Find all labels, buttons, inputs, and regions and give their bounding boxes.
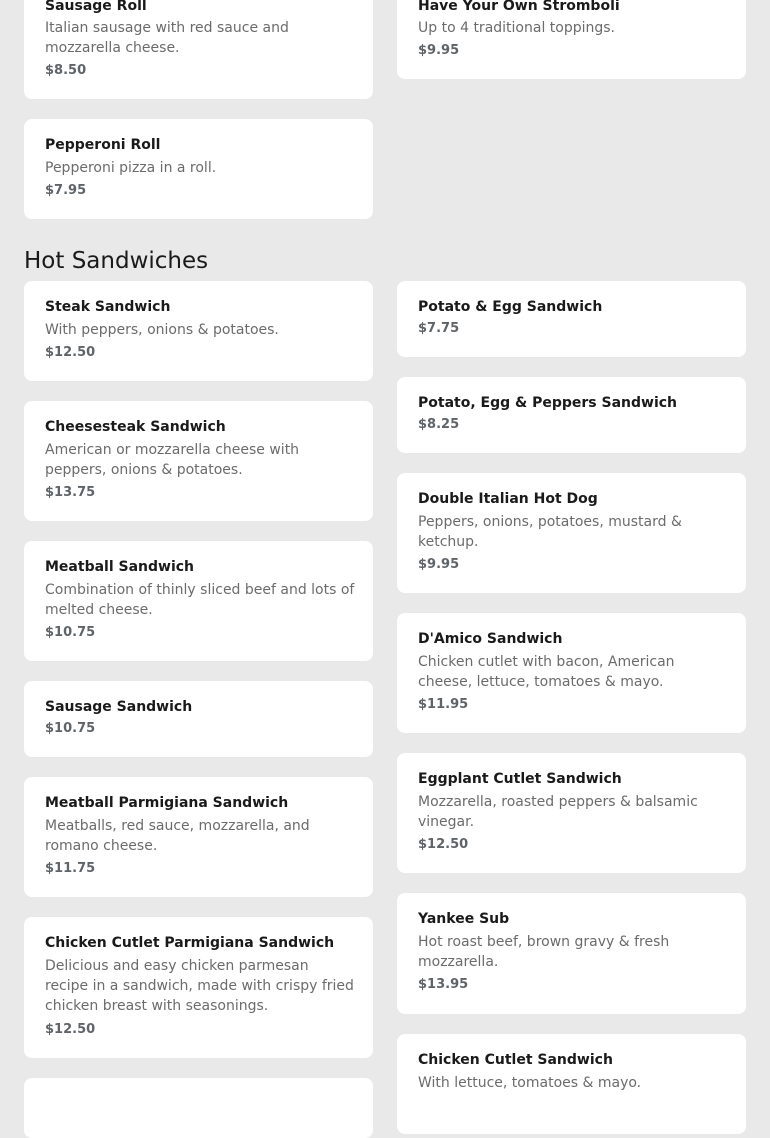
item-price: $8.50 xyxy=(45,63,87,78)
menu-item-yankee-sub[interactable] xyxy=(397,893,746,1014)
menu-item-meatball-parmigiana-sandwich[interactable] xyxy=(24,777,373,897)
item-name: Cheesesteak Sandwich xyxy=(45,419,226,435)
item-price: $7.95 xyxy=(45,183,87,198)
item-description: Combination of thinly sliced beef and lots of melted cheese. xyxy=(45,582,355,618)
item-price: $12.50 xyxy=(45,1022,96,1037)
item-description: Mozzarella, roasted peppers & balsamic vinegar. xyxy=(418,794,698,830)
item-price: $9.95 xyxy=(418,43,460,58)
item-description: American or mozzarella cheese with peppers, onions & potatoes. xyxy=(45,442,300,478)
item-name: Have Your Own Stromboli xyxy=(418,0,620,14)
item-description: Peppers, onions, potatoes, mustard & ketchup. xyxy=(418,514,682,550)
item-description: With lettuce, tomatoes & mayo. xyxy=(418,1075,642,1091)
item-price: $11.95 xyxy=(418,697,469,712)
item-price: $9.95 xyxy=(418,557,460,572)
item-name: Yankee Sub xyxy=(418,911,510,927)
item-price: $12.50 xyxy=(418,837,469,852)
item-price: $8.25 xyxy=(418,417,460,432)
menu-item-meatball-sandwich[interactable] xyxy=(24,541,373,661)
menu-item-steak-sandwich[interactable] xyxy=(24,281,373,381)
menu-item-sausage-sandwich[interactable] xyxy=(24,681,373,757)
item-description: Delicious and easy chicken parmesan recipe in a sandwich, made with crispy fried chicken breast with seasonings. xyxy=(45,958,354,1014)
item-name: D'Amico Sandwich xyxy=(418,631,563,647)
item-name: Meatball Sandwich xyxy=(45,559,195,575)
menu-item-pepperoni-roll[interactable] xyxy=(24,119,373,219)
item-description: Meatballs, red sauce, mozzarella, and romano cheese. xyxy=(45,818,310,854)
menu-item-potato-egg-sandwich[interactable] xyxy=(397,281,746,357)
item-price: $12.50 xyxy=(45,345,96,360)
item-name: Pepperoni Roll xyxy=(45,137,161,153)
item-description: Up to 4 traditional toppings. xyxy=(418,20,616,36)
item-name: Meatball Parmigiana Sandwich xyxy=(45,795,289,811)
menu-item-eggplant-cutlet-sandwich[interactable] xyxy=(397,753,746,873)
menu-item-sausage-roll[interactable] xyxy=(24,0,373,99)
item-name: Sausage Sandwich xyxy=(45,699,193,715)
item-description: Hot roast beef, brown gravy & fresh mozzarella. xyxy=(418,934,670,970)
item-name: Chicken Cutlet Sandwich xyxy=(418,1052,613,1068)
item-description: With peppers, onions & potatoes. xyxy=(45,322,279,338)
item-description: Italian sausage with red sauce and mozzarella cheese. xyxy=(45,20,289,56)
item-name: Potato & Egg Sandwich xyxy=(418,299,603,315)
item-name: Potato, Egg & Peppers Sandwich xyxy=(418,395,678,411)
item-name: Chicken Cutlet Parmigiana Sandwich xyxy=(45,935,335,951)
menu-item-double-italian-hot-dog[interactable] xyxy=(397,473,746,593)
item-price: $7.75 xyxy=(418,321,460,336)
section-title-hot-sandwiches: Hot Sandwiches xyxy=(24,248,209,274)
item-name: Double Italian Hot Dog xyxy=(418,491,598,507)
menu-item-chicken-cutlet-sandwich[interactable] xyxy=(397,1034,746,1134)
item-price: $13.95 xyxy=(418,977,469,992)
item-description: Pepperoni pizza in a roll. xyxy=(45,160,217,176)
item-price: $10.75 xyxy=(45,625,96,640)
item-price: $11.75 xyxy=(45,861,96,876)
menu-item-have-your-own-stromboli[interactable] xyxy=(397,0,746,79)
item-price: $10.75 xyxy=(45,721,96,736)
item-description: Chicken cutlet with bacon, American cheese, lettuce, tomatoes & mayo. xyxy=(418,654,675,690)
menu-item-potato-egg-peppers-sandwich[interactable] xyxy=(397,377,746,453)
menu-item-damico-sandwich[interactable] xyxy=(397,613,746,733)
item-price: $13.75 xyxy=(45,485,96,500)
item-name: Steak Sandwich xyxy=(45,299,171,315)
item-name: Sausage Roll xyxy=(45,0,147,14)
item-name: Eggplant Cutlet Sandwich xyxy=(418,771,622,787)
menu-item-partial[interactable] xyxy=(24,1078,373,1138)
menu-item-chicken-cutlet-parmigiana-sandwich[interactable] xyxy=(24,917,373,1058)
menu-item-cheesesteak-sandwich[interactable] xyxy=(24,401,373,521)
